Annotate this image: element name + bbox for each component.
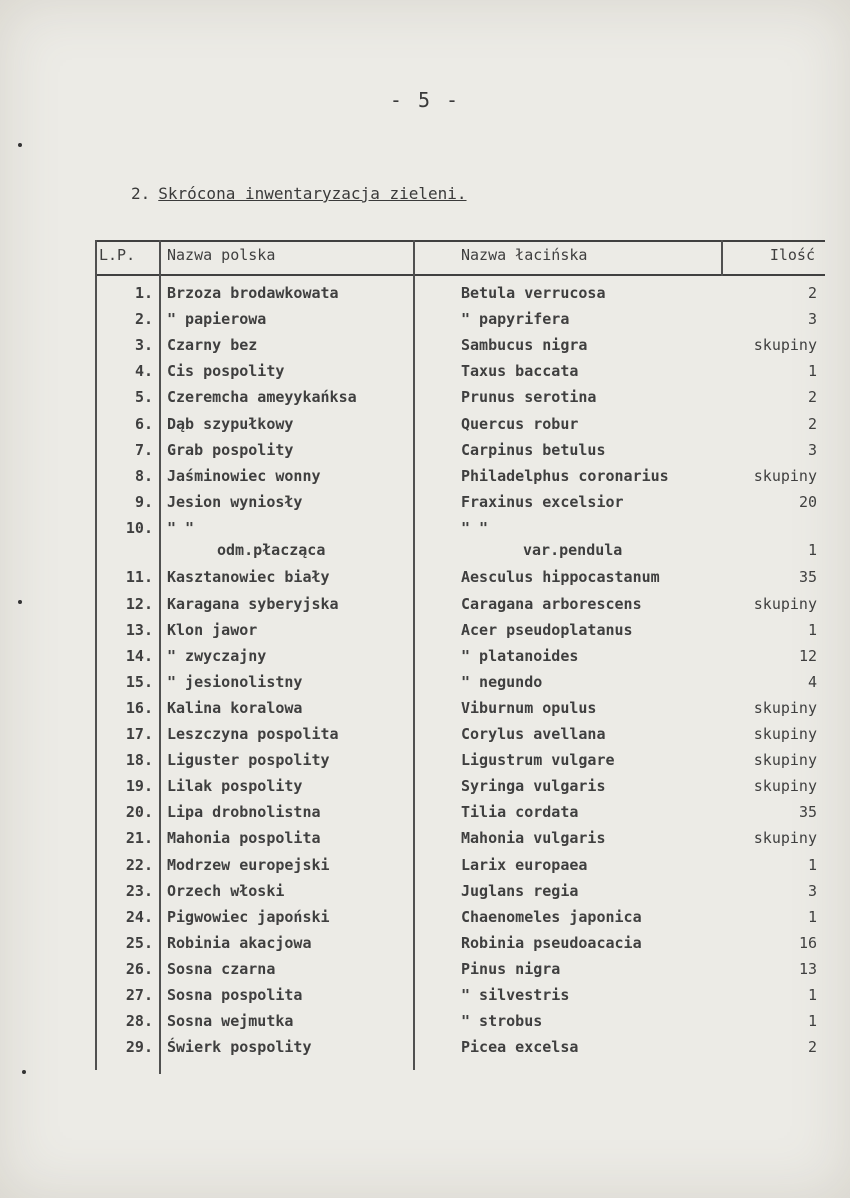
- quantity: 13: [798, 959, 817, 978]
- latin-name: Aesculus hippocastanum: [461, 568, 660, 587]
- table-row: [95, 643, 825, 669]
- polish-name: Pigwowiec japoński: [167, 907, 330, 926]
- row-number: 16.: [125, 698, 153, 717]
- latin-name: " ": [461, 518, 489, 537]
- polish-name: Cis pospolity: [167, 362, 285, 381]
- polish-name: Sosna wejmutka: [167, 1012, 294, 1031]
- table-row: [95, 669, 825, 695]
- table-row: [95, 852, 825, 878]
- table-row: [95, 904, 825, 930]
- latin-name: Mahonia vulgaris: [461, 829, 606, 848]
- quantity: skupiny: [753, 725, 817, 744]
- table-row: [95, 982, 825, 1008]
- quantity: 20: [798, 492, 817, 511]
- table-row: [95, 411, 825, 437]
- latin-name: Pinus nigra: [461, 959, 561, 978]
- row-number: 8.: [134, 466, 153, 485]
- quantity: skupiny: [753, 751, 817, 770]
- row-number: 4.: [134, 362, 153, 381]
- polish-name: Klon jawor: [167, 620, 258, 639]
- polish-name: Świerk pospolity: [167, 1038, 312, 1057]
- quantity: 1: [807, 540, 817, 559]
- quantity: 3: [807, 310, 817, 329]
- polish-name: Grab pospolity: [167, 440, 294, 459]
- latin-name: Quercus robur: [461, 414, 579, 433]
- latin-name: " papyrifera: [461, 310, 570, 329]
- polish-name: Jesion wyniosły: [167, 492, 303, 511]
- row-number: 11.: [125, 568, 153, 587]
- row-number: 9.: [134, 492, 153, 511]
- row-number: 25.: [125, 933, 153, 952]
- quantity: 1: [807, 907, 817, 926]
- row-number: 23.: [125, 881, 153, 900]
- polish-name: Kasztanowiec biały: [167, 568, 330, 587]
- latin-name: Viburnum opulus: [461, 698, 597, 717]
- table-row: [95, 1008, 825, 1034]
- table-row: [95, 591, 825, 617]
- quantity: 1: [807, 1012, 817, 1031]
- quantity: 16: [798, 933, 817, 952]
- latin-name-variant: var.pendula: [523, 540, 623, 559]
- polish-name: Robinia akacjowa: [167, 933, 312, 952]
- row-number: 10.: [125, 518, 153, 537]
- table-row: [95, 721, 825, 747]
- table-row: [95, 437, 825, 463]
- quantity: skupiny: [753, 698, 817, 717]
- latin-name: Taxus baccata: [461, 362, 579, 381]
- quantity: 35: [798, 568, 817, 587]
- latin-name: Larix europaea: [461, 855, 588, 874]
- latin-name: Carpinus betulus: [461, 440, 606, 459]
- quantity: 12: [798, 646, 817, 665]
- polish-name: " zwyczajny: [167, 646, 267, 665]
- polish-name: Leszczyna pospolita: [167, 725, 339, 744]
- header-quantity: Ilość: [769, 246, 815, 264]
- latin-name: Betula verrucosa: [461, 284, 606, 302]
- punch-mark: [18, 600, 22, 604]
- latin-name: Acer pseudoplatanus: [461, 620, 633, 639]
- quantity: skupiny: [753, 777, 817, 796]
- quantity: 1: [807, 986, 817, 1005]
- row-number: 2.: [134, 310, 153, 329]
- quantity: skupiny: [753, 829, 817, 848]
- polish-name-variant: odm.płacząca: [217, 540, 326, 559]
- punch-mark: [18, 143, 22, 147]
- row-number: 21.: [125, 829, 153, 848]
- quantity: 2: [807, 388, 817, 407]
- row-number: 12.: [125, 594, 153, 613]
- polish-name: Mahonia pospolita: [167, 829, 321, 848]
- row-number: 27.: [125, 986, 153, 1005]
- row-number: 18.: [125, 751, 153, 770]
- polish-name: " ": [167, 518, 195, 537]
- table-row: [95, 384, 825, 410]
- quantity: 2: [807, 414, 817, 433]
- quantity: 2: [807, 1038, 817, 1057]
- header-polish-name: Nazwa polska: [167, 246, 276, 264]
- row-number: 1.: [134, 284, 153, 302]
- polish-name: Sosna pospolita: [167, 986, 303, 1005]
- polish-name: Brzoza brodawkowata: [167, 284, 339, 302]
- table-row: [95, 930, 825, 956]
- latin-name: " strobus: [461, 1012, 543, 1031]
- polish-name: Lipa drobnolistna: [167, 803, 321, 822]
- table-row: [95, 617, 825, 643]
- row-number: 24.: [125, 907, 153, 926]
- table-row: [95, 280, 825, 306]
- row-number: 5.: [134, 388, 153, 407]
- header-bottom-rule: [95, 274, 825, 276]
- polish-name: Jaśminowiec wonny: [167, 466, 321, 485]
- latin-name: Tilia cordata: [461, 803, 579, 822]
- polish-name: Czarny bez: [167, 336, 258, 355]
- table-row: [95, 332, 825, 358]
- latin-name: Philadelphus coronarius: [461, 466, 669, 485]
- row-number: 29.: [125, 1038, 153, 1057]
- table-row: [95, 463, 825, 489]
- latin-name: Robinia pseudoacacia: [461, 933, 642, 952]
- punch-mark: [22, 1070, 26, 1074]
- quantity: 1: [807, 620, 817, 639]
- section-heading: [131, 184, 467, 203]
- table-row: [95, 358, 825, 384]
- table-row: [95, 564, 825, 590]
- table-top-rule: [95, 240, 825, 242]
- row-number: 6.: [134, 414, 153, 433]
- section-title: Skrócona inwentaryzacja zieleni.: [158, 184, 467, 203]
- table-header: [95, 246, 825, 274]
- quantity: 4: [807, 672, 817, 691]
- page-number: - 5 -: [389, 88, 461, 112]
- quantity: 1: [807, 855, 817, 874]
- polish-name: " papierowa: [167, 310, 267, 329]
- quantity: skupiny: [753, 336, 817, 355]
- row-number: 14.: [125, 646, 153, 665]
- row-number: 19.: [125, 777, 153, 796]
- table-row: [95, 515, 825, 559]
- polish-name: Kalina koralowa: [167, 698, 303, 717]
- table-row: [95, 306, 825, 332]
- row-number: 7.: [134, 440, 153, 459]
- polish-name: Czeremcha ameyykańksa: [167, 388, 357, 407]
- latin-name: " silvestris: [461, 986, 570, 1005]
- polish-name: Modrzew europejski: [167, 855, 330, 874]
- quantity: skupiny: [753, 466, 817, 485]
- polish-name: Lilak pospolity: [167, 777, 303, 796]
- quantity: 3: [807, 440, 817, 459]
- table-row: [95, 489, 825, 515]
- latin-name: Sambucus nigra: [461, 336, 588, 355]
- row-number: 15.: [125, 672, 153, 691]
- polish-name: Dąb szypułkowy: [167, 414, 294, 433]
- polish-name: Liguster pospolity: [167, 751, 330, 770]
- quantity: 2: [807, 284, 817, 302]
- latin-name: Juglans regia: [461, 881, 579, 900]
- polish-name: Sosna czarna: [167, 959, 276, 978]
- table-row: [95, 747, 825, 773]
- table-row: [95, 695, 825, 721]
- table-row: [95, 956, 825, 982]
- section-number: 2.: [131, 184, 151, 203]
- header-latin-name: Nazwa łacińska: [461, 246, 588, 264]
- latin-name: " negundo: [461, 672, 543, 691]
- quantity: skupiny: [753, 594, 817, 613]
- latin-name: Chaenomeles japonica: [461, 907, 642, 926]
- table-row: [95, 878, 825, 904]
- row-number: 3.: [134, 336, 153, 355]
- row-number: 22.: [125, 855, 153, 874]
- latin-name: Prunus serotina: [461, 388, 597, 407]
- latin-name: Corylus avellana: [461, 725, 606, 744]
- table-row: [95, 773, 825, 799]
- latin-name: Picea excelsa: [461, 1038, 579, 1057]
- row-number: 26.: [125, 959, 153, 978]
- latin-name: Syringa vulgaris: [461, 777, 606, 796]
- quantity: 1: [807, 362, 817, 381]
- row-number: 28.: [125, 1012, 153, 1031]
- row-number: 17.: [125, 725, 153, 744]
- latin-name: " platanoides: [461, 646, 579, 665]
- table-row: [95, 825, 825, 851]
- row-number: 20.: [125, 803, 153, 822]
- row-number: 13.: [125, 620, 153, 639]
- latin-name: Caragana arborescens: [461, 594, 642, 613]
- latin-name: Fraxinus excelsior: [461, 492, 624, 511]
- header-lp: L.P.: [99, 246, 136, 264]
- table-row: [95, 1034, 825, 1060]
- polish-name: Karagana syberyjska: [167, 594, 339, 613]
- latin-name: Ligustrum vulgare: [461, 751, 615, 770]
- quantity: 3: [807, 881, 817, 900]
- quantity: 35: [798, 803, 817, 822]
- column-divider-latin: [721, 240, 723, 276]
- polish-name: " jesionolistny: [167, 672, 303, 691]
- table-row: [95, 799, 825, 825]
- polish-name: Orzech włoski: [167, 881, 285, 900]
